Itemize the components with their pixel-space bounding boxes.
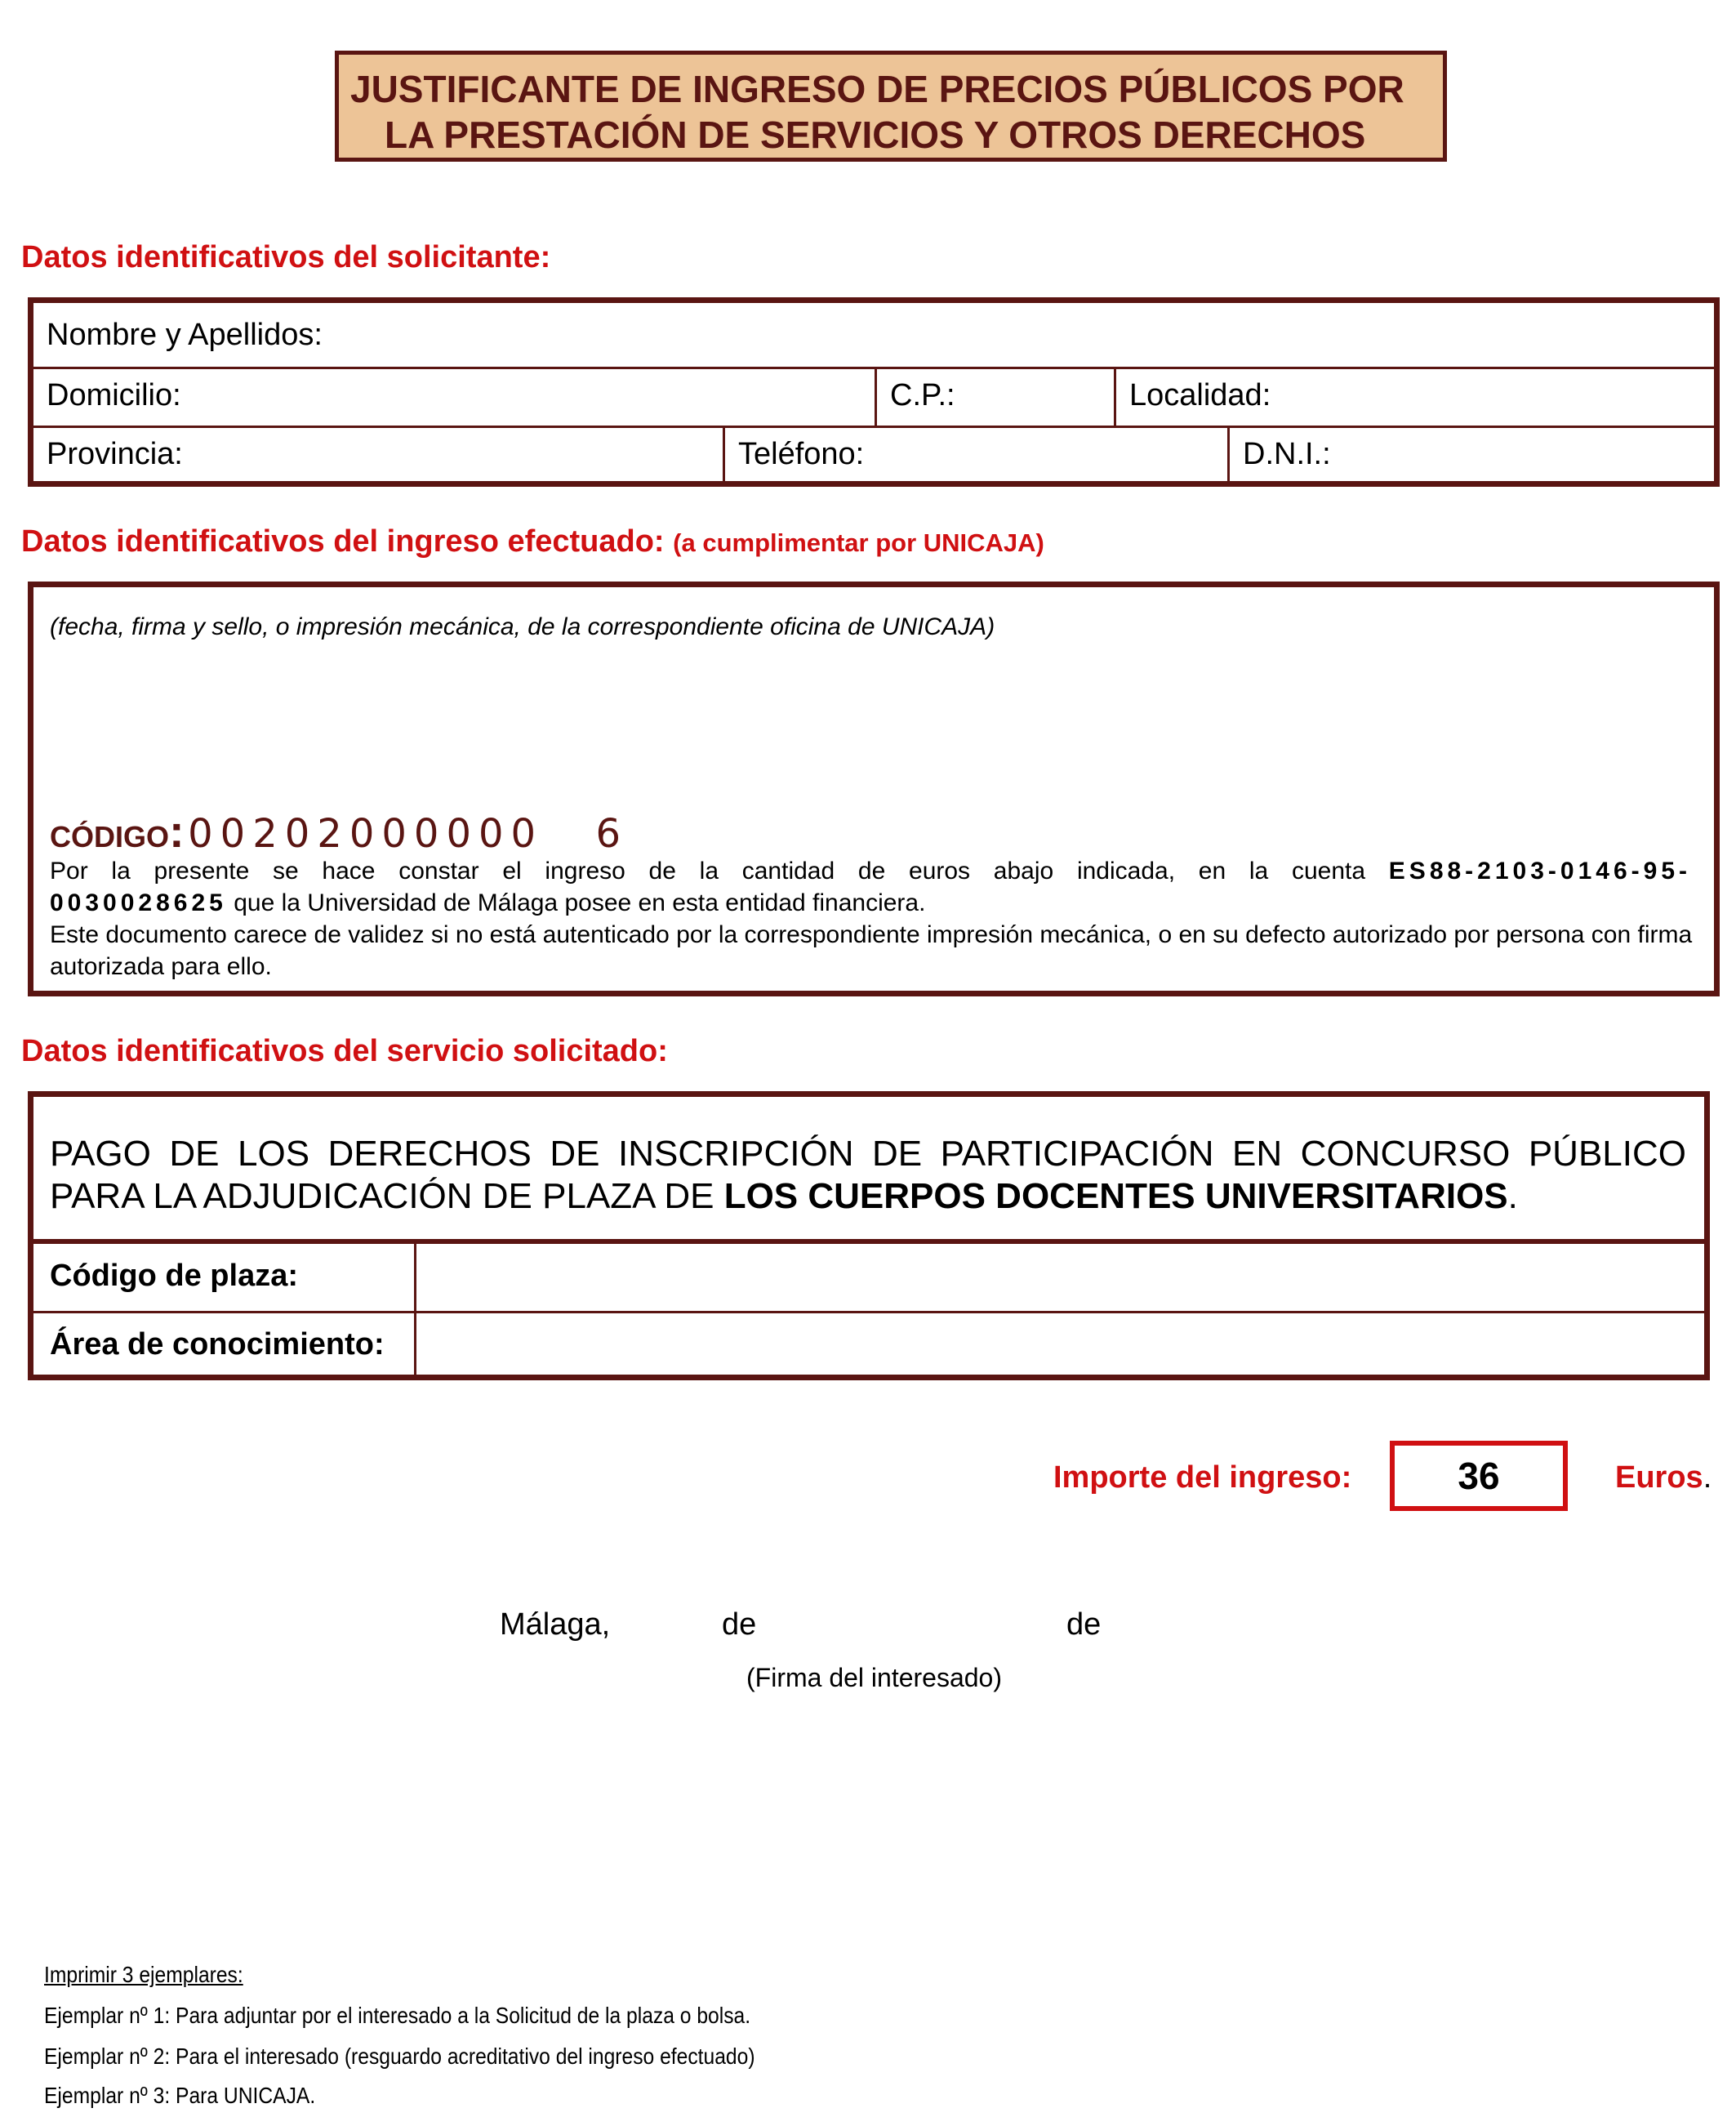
solicitante-box bbox=[28, 297, 1720, 487]
domicilio-label: Domicilio: bbox=[47, 378, 181, 412]
account-part-2: 0030028625 bbox=[50, 889, 227, 916]
footer-item-1: Ejemplar nº 1: Para adjuntar por el interesado a la Solicitud de la plaza o bolsa. bbox=[44, 2003, 751, 2028]
provincia-label: Provincia: bbox=[47, 437, 183, 471]
ingreso-heading-text: Datos identificativos del ingreso efectuado: bbox=[21, 524, 665, 559]
importe-box bbox=[1390, 1441, 1568, 1511]
ingreso-box bbox=[28, 582, 1720, 996]
dni-label: D.N.I.: bbox=[1243, 437, 1331, 471]
service-description-end: . bbox=[1507, 1176, 1518, 1216]
area-conocimiento-input[interactable] bbox=[417, 1313, 1704, 1375]
telefono-label: Teléfono: bbox=[738, 437, 865, 471]
codigo-row bbox=[50, 804, 628, 858]
importe-label: Importe del ingreso: bbox=[1053, 1460, 1352, 1495]
account-part-1: ES88-2103-0146-95- bbox=[1388, 858, 1691, 885]
codigo-value: 00202000000 bbox=[188, 811, 544, 857]
document-title bbox=[335, 51, 1447, 162]
ingreso-paragraph-2: Este documento carece de validez si no está autenticado por la correspondiente impresión mecánica, o en su defecto autorizado por persona con firma autorizada para ello. bbox=[50, 921, 1693, 980]
currency-dot: . bbox=[1703, 1460, 1712, 1495]
firma-de-2: de bbox=[1066, 1607, 1102, 1642]
firma-note: (Firma del interesado) bbox=[746, 1663, 1002, 1692]
footer-heading: Imprimir 3 ejemplares: bbox=[44, 1962, 243, 1987]
importe-value: 36 bbox=[1458, 1455, 1500, 1497]
servicio-heading: Datos identificativos del servicio solicitado: bbox=[21, 1034, 668, 1068]
area-conocimiento-label: Área de conocimiento: bbox=[50, 1327, 385, 1362]
localidad-label: Localidad: bbox=[1129, 378, 1271, 412]
provincia-field[interactable] bbox=[33, 426, 723, 483]
nombre-field[interactable] bbox=[33, 306, 1714, 367]
servicio-box bbox=[28, 1091, 1710, 1380]
ingreso-paragraph-1 bbox=[50, 855, 1691, 919]
cp-label: C.P.: bbox=[890, 378, 955, 412]
codigo-plaza-input[interactable] bbox=[417, 1244, 1704, 1311]
service-description bbox=[50, 1133, 1686, 1218]
codigo-colon: : bbox=[169, 805, 185, 857]
service-description-text: PAGO DE LOS DERECHOS DE INSCRIPCIÓN DE PARTICIPACIÓN EN CONCURSO PÚBLICO PARA LA ADJUDICACIÓN DE PLAZA DE bbox=[50, 1134, 1686, 1216]
firma-city: Málaga, bbox=[500, 1607, 611, 1642]
title-line-1: JUSTIFICANTE DE INGRESO DE PRECIOS PÚBLICOS POR bbox=[350, 68, 1404, 110]
codigo-check-digit: 6 bbox=[595, 811, 629, 857]
domicilio-field[interactable] bbox=[33, 367, 875, 426]
codigo-label: CÓDIGO bbox=[50, 820, 170, 853]
stamp-note: (fecha, firma y sello, o impresión mecánica, de la correspondiente oficina de UNICAJA) bbox=[50, 613, 995, 640]
nombre-label: Nombre y Apellidos: bbox=[47, 318, 323, 352]
telefono-field[interactable] bbox=[725, 426, 1227, 483]
solicitante-heading: Datos identificativos del solicitante: bbox=[21, 240, 551, 274]
service-description-bold: LOS CUERPOS DOCENTES UNIVERSITARIOS bbox=[723, 1176, 1508, 1216]
currency-label: Euros bbox=[1615, 1460, 1703, 1495]
title-line-2: LA PRESTACIÓN DE SERVICIOS Y OTROS DERECHOS bbox=[385, 114, 1366, 156]
dni-field[interactable] bbox=[1230, 426, 1714, 483]
codigo-plaza-label: Código de plaza: bbox=[50, 1259, 298, 1293]
localidad-field[interactable] bbox=[1116, 367, 1714, 426]
para1-text-a: Por la presente se hace constar el ingreso de la cantidad de euros abajo indicada, en la cuenta bbox=[50, 858, 1366, 885]
importe-currency bbox=[1615, 1460, 1712, 1495]
ingreso-heading-note: (a cumplimentar por UNICAJA) bbox=[673, 528, 1044, 557]
firma-de-1: de bbox=[722, 1607, 757, 1642]
cp-field[interactable] bbox=[877, 367, 1114, 426]
ingreso-heading bbox=[21, 524, 1044, 559]
footer-item-3: Ejemplar nº 3: Para UNICAJA. bbox=[44, 2083, 316, 2108]
para1-text-b: que la Universidad de Málaga posee en esta entidad financiera. bbox=[234, 889, 926, 916]
footer-item-2: Ejemplar nº 2: Para el interesado (resguardo acreditativo del ingreso efectuado) bbox=[44, 2043, 755, 2069]
